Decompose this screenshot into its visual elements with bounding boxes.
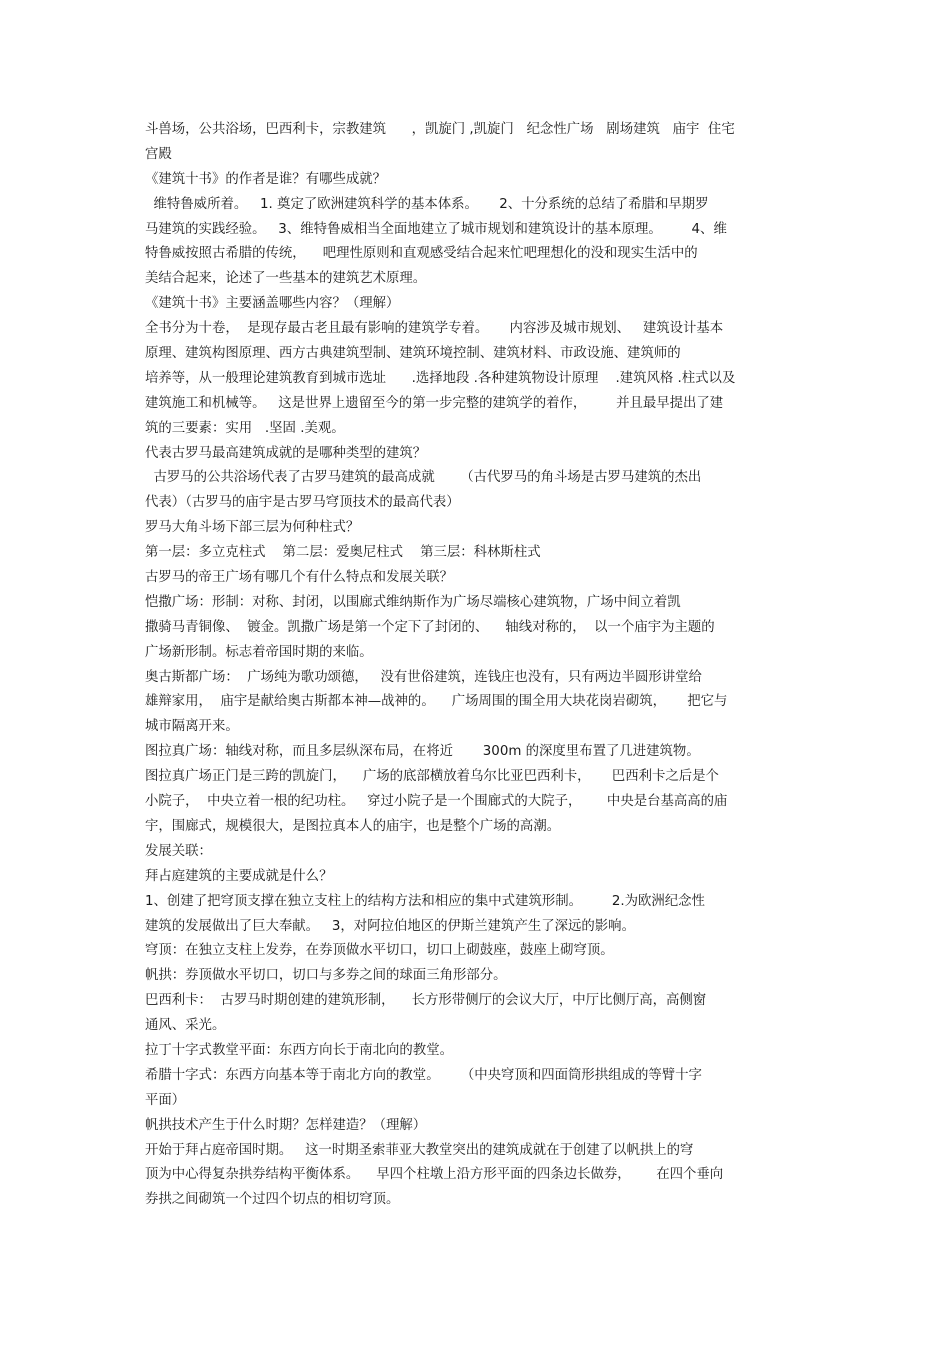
- text-line: 恺撒广场：形制：对称、封闭，以围廊式维纳斯作为广场尽端核心建筑物，广场中间立着凯: [145, 594, 681, 610]
- question-heading: 帆拱技术产生于什么时期？怎样建造？（理解）: [145, 1117, 427, 1133]
- text-line: 券拱之间砌筑一个过四个切点的相切穹顶。: [145, 1192, 400, 1208]
- text-line: 斗兽场，公共浴场，巴西利卡，宗教建筑 ，凯旋门 ,凯旋门 纪念性广场 剧场建筑 庙宇 住宅: [145, 122, 735, 137]
- question-heading: 《建筑十书》主要涵盖哪些内容？（理解）: [145, 296, 400, 312]
- text-line: 图拉真广场正门是三跨的凯旋门， 广场的底部横放着乌尔比亚巴西利卡， 巴西利卡之后是个: [145, 769, 719, 785]
- text-line: 奥古斯都广场： 广场纯为歌功颂德， 没有世俗建筑，连钱庄也没有，只有两边半圆形讲堂给: [145, 669, 702, 685]
- text-line: 培养等，从一般理论建筑教育到城市选址 .选择地段 .各种建筑物设计原理 .建筑风格 .柱式以及: [145, 370, 736, 386]
- text-line: 筑的三要素：实用 .坚固 .美观。: [145, 420, 345, 436]
- text-line: 平面）: [145, 1092, 186, 1108]
- text-line: 古罗马的公共浴场代表了古罗马建筑的最高成就 （古代罗马的角斗场是古罗马建筑的杰出: [145, 470, 702, 486]
- text-line: 特鲁威按照古希腊的传统， 吧理性原则和直观感受结合起来忙吧理想化的没和现实生活中的: [145, 246, 698, 262]
- question-heading: 拜占庭建筑的主要成就是什么？: [145, 868, 333, 884]
- text-line: 建筑施工和机械等。 这是世界上遗留至今的第一步完整的建筑学的着作， 并且最早提出了建: [145, 395, 724, 411]
- text-line: 1、创建了把穹顶支撑在独立支柱上的结构方法和相应的集中式建筑形制。 2.为欧洲纪念性: [145, 893, 705, 909]
- text-line: 建筑的发展做出了巨大奉献。 3，对阿拉伯地区的伊斯兰建筑产生了深远的影响。: [145, 918, 635, 934]
- text-line: 广场新形制。标志着帝国时期的来临。: [145, 644, 373, 660]
- text-line: 城市隔离开来。: [145, 719, 239, 735]
- text-line: 开始于拜占庭帝国时期。 这一时期圣索菲亚大教堂突出的建筑成就在于创建了以帆拱上的穹: [145, 1142, 694, 1158]
- text-line: 原理、建筑构图原理、西方古典建筑型制、建筑环境控制、建筑材料、市政设施、建筑师的: [145, 346, 681, 362]
- question-heading: 《建筑十书》的作者是谁？有哪些成就？: [145, 171, 387, 187]
- text-line: 宫殿: [145, 146, 172, 162]
- text-line: 小院子， 中央立着一根的纪功柱。 穿过小院子是一个围廊式的大院子， 中央是台基高高的庙: [145, 794, 728, 810]
- text-line: 第一层：多立克柱式 第二层：爱奥尼柱式 第三层：科林斯柱式: [145, 545, 541, 561]
- text-line: 穹顶：在独立支柱上发券，在券顶做水平切口，切口上砌鼓座，鼓座上砌穹顶。: [145, 943, 614, 959]
- text-line: 帆拱：券顶做水平切口，切口与多券之间的球面三角形部分。: [145, 968, 507, 984]
- text-line: 代表）（古罗马的庙宇是古罗马穹顶技术的最高代表）: [145, 495, 460, 511]
- text-line: 撒骑马青铜像、 镀金。凯撒广场是第一个定下了封闭的、 轴线对称的， 以一个庙宇为主题的: [145, 619, 715, 635]
- text-line: 宇，围廊式，规模很大，是图拉真本人的庙宇，也是整个广场的高潮。: [145, 818, 561, 834]
- text-line: 拉丁十字式教堂平面：东西方向长于南北向的教堂。: [145, 1042, 453, 1058]
- document-body: [145, 118, 810, 1213]
- text-line: 图拉真广场：轴线对称，而且多层纵深布局，在将近 300m 的深度里布置了几进建筑物。: [145, 744, 700, 760]
- text-line: 发展关联：: [145, 843, 212, 859]
- question-heading: 罗马大角斗场下部三层为何种柱式？: [145, 520, 360, 536]
- question-heading: 古罗马的帝王广场有哪几个有什么特点和发展关联？: [145, 570, 453, 586]
- text-line: 美结合起来，论述了一些基本的建筑艺术原理。: [145, 271, 427, 287]
- text-line: 希腊十字式：东西方向基本等于南北方向的教堂。 （中央穹顶和四面筒形拱组成的等臂十字: [145, 1067, 702, 1083]
- text-line: 全书分为十卷， 是现存最古老且最有影响的建筑学专着。 内容涉及城市规划、 建筑设计基本: [145, 321, 724, 337]
- text-line: 维特鲁威所着。 1. 奠定了欧洲建筑科学的基本体系。 2、十分系统的总结了希腊和早期罗: [145, 196, 709, 212]
- text-line: 顶为中心得复杂拱券结构平衡体系。 早四个柱墩上沿方形平面的四条边长做券， 在四个垂向: [145, 1167, 724, 1183]
- text-line: 雄辩家用， 庙宇是献给奥古斯都本神—战神的。 广场周围的围全用大块花岗岩砌筑， 把它与: [145, 694, 728, 710]
- text-line: 巴西利卡： 古罗马时期创建的建筑形制， 长方形带侧厅的会议大厅，中厅比侧厅高，高侧窗: [145, 993, 707, 1009]
- question-heading: 代表古罗马最高建筑成就的是哪种类型的建筑？: [145, 445, 427, 461]
- text-line: 通风、采光。: [145, 1018, 226, 1034]
- text-line: 马建筑的实践经验。 3、维特鲁威相当全面地建立了城市规划和建筑设计的基本原理。 4、维: [145, 221, 727, 237]
